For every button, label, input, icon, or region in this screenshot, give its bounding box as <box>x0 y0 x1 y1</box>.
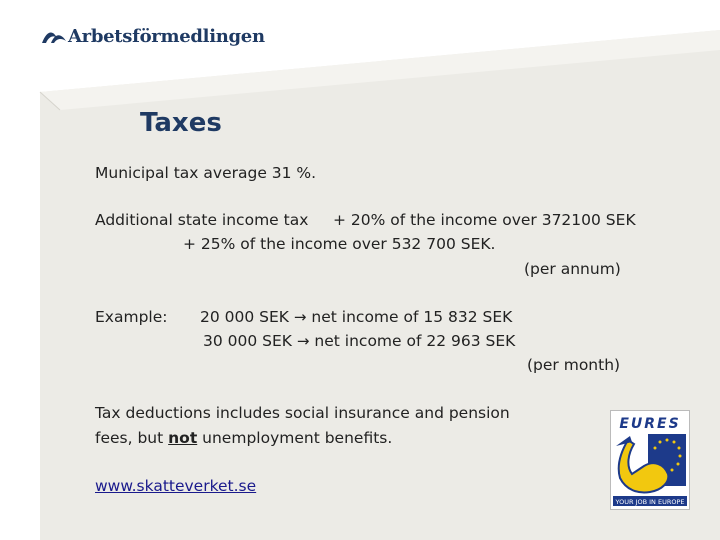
example-period: (per month) <box>527 356 621 374</box>
right-arrow-icon: → <box>293 308 307 326</box>
slide-title: Taxes <box>140 108 222 138</box>
state-tax-line-2: + 25% of the income over 532 700 SEK. <box>183 235 496 253</box>
state-tax-period: (per annum) <box>524 260 621 278</box>
example-row-2 <box>203 332 515 350</box>
example-1-result: net income of 15 832 SEK <box>311 308 513 326</box>
deductions-text-pre: fees, but <box>95 429 169 447</box>
eures-tagline: YOUR JOB IN EUROPE <box>615 498 685 506</box>
deductions-emphasis: not <box>168 429 198 447</box>
deductions-line-2 <box>95 429 392 447</box>
arbetsformedlingen-logo-icon <box>40 26 68 48</box>
example-1-amount: 20 000 SEK <box>200 308 289 326</box>
state-tax-line-1: + 20% of the income over 372100 SEK <box>333 211 636 229</box>
example-2-amount: 30 000 SEK <box>203 332 292 350</box>
municipal-tax-text: Municipal tax average 31 %. <box>95 164 317 182</box>
example-label: Example: <box>95 308 168 326</box>
deductions-text-post: unemployment benefits. <box>197 429 393 447</box>
example-row-1 <box>200 308 512 326</box>
state-tax-label: Additional state income tax <box>95 211 309 229</box>
brand-logo-text: Arbetsförmedlingen <box>68 26 265 47</box>
eures-letters: EURES <box>619 416 681 432</box>
eures-logo-icon <box>610 410 690 510</box>
deductions-line-1: Tax deductions includes social insurance and pension <box>95 404 510 422</box>
right-arrow-icon: → <box>296 332 310 350</box>
example-2-result: net income of 22 963 SEK <box>314 332 516 350</box>
skatteverket-link[interactable]: www.skatteverket.se <box>95 477 257 495</box>
